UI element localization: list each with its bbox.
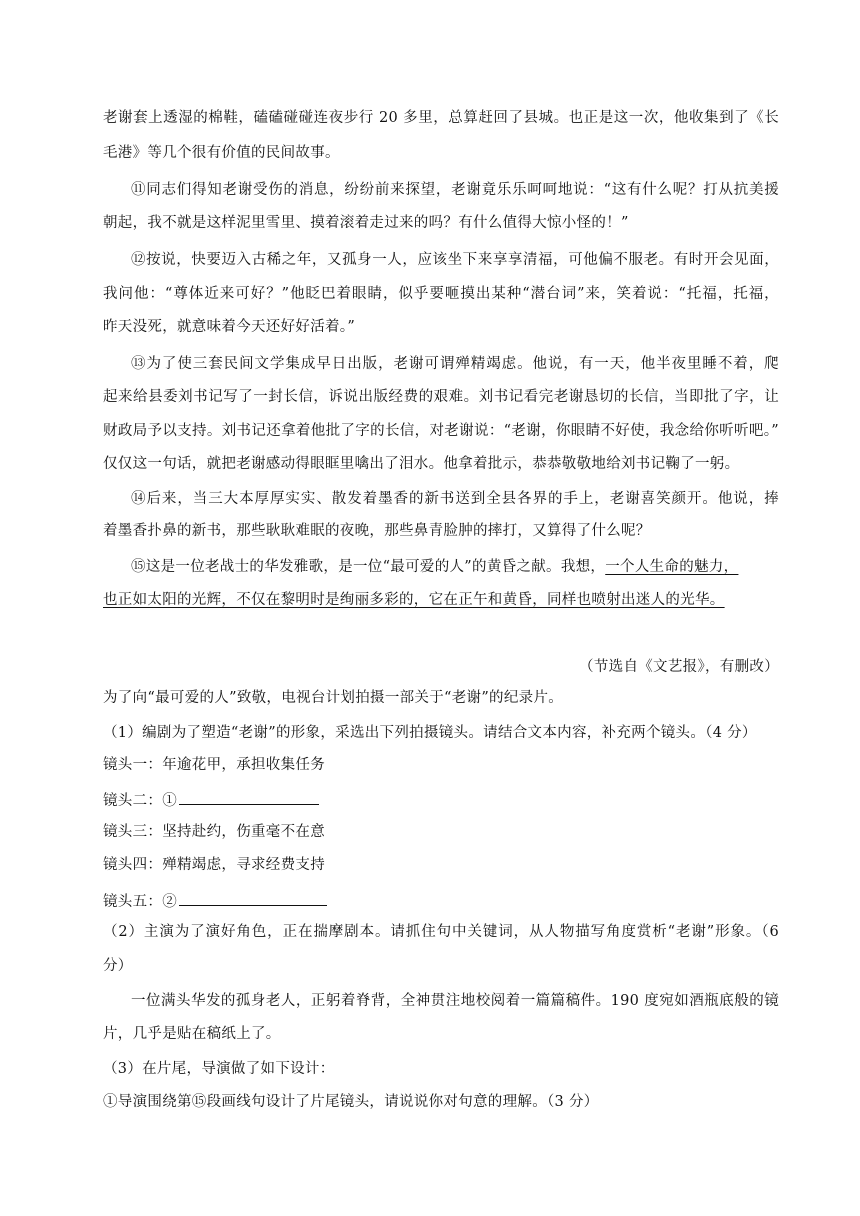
- passage-p15-line-1: [131, 557, 779, 577]
- question-3: （3）在片尾，导演做了如下设计：: [103, 1061, 335, 1077]
- quote-line-1: 一位满头华发的孤身老人，正躬着脊背，全神贯注地校阅着一篇篇稿件。190 度宛如酒瓶底般的镜: [131, 993, 779, 1009]
- passage-p14-line-1: ⑭后来，当三大本厚厚实实、散发着墨香的新书送到全县各界的手上，老谢喜笑颜开。他说，捧: [131, 491, 779, 507]
- passage-p15-plain: ⑮这是一位老战士的华发雅歌，是一位“最可爱的人”的黄昏之献。我想，: [131, 559, 606, 575]
- passage-p13-line-2: 起来给县委刘书记写了一封长信，诉说出版经费的艰难。刘书记看完老谢恳切的长信，当即批了字，让: [103, 389, 779, 405]
- passage-p11-line-2: 朝起，我不就是这样泥里雪里、摸着滚着走过来的吗？有什么值得大惊小怪的！”: [103, 215, 629, 231]
- passage-p13-line-4: 仅仅这一句话，就把老谢感动得眼眶里噙出了泪水。他拿着批示，恭恭敬敬地给刘书记鞠了一躬。: [103, 456, 740, 472]
- shot-1: 镜头一：年逾花甲，承担收集任务: [103, 757, 325, 773]
- question-2-line-2: 分）: [103, 958, 133, 974]
- quote-line-2: 片，几乎是贴在稿纸上了。: [103, 1026, 281, 1042]
- question-1: （1）编剧为了塑造“老谢”的形象，采选出下列拍摄镜头。请结合文本内容，补充两个镜头。（4 分）: [103, 725, 757, 741]
- answer-blank-2[interactable]: [179, 889, 327, 906]
- underlined-sentence-part-1: 一个人生命的魅力，: [605, 559, 739, 575]
- shot-5: [103, 889, 779, 912]
- passage-p13-line-1: ⑬为了使三套民间文学集成早日出版，老谢可谓殚精竭虑。他说，有一天，他半夜里睡不着，爬: [131, 356, 779, 372]
- passage-p10-line-1: 老谢套上透湿的棉鞋，磕磕碰碰连夜步行 20 多里，总算赶回了县城。也正是这一次，他收集到了《长: [103, 110, 779, 126]
- passage-p11-line-1: ⑪同志们得知老谢受伤的消息，纷纷前来探望，老谢竟乐乐呵呵地说：“这有什么呢？打从抗美援: [131, 182, 779, 198]
- answer-blank-1[interactable]: [179, 788, 319, 805]
- source-citation: （节选自《文艺报》，有删改）: [579, 659, 779, 675]
- passage-p13-line-3: 财政局予以支持。刘书记还拿着他批了字的长信，对老谢说：“老谢，你眼睛不好使，我念给你听听吧。”: [103, 423, 779, 439]
- question-3-1: ①导演围绕第⑮段画线句设计了片尾镜头，请说说你对句意的理解。（3 分）: [103, 1094, 599, 1110]
- shot-3: 镜头三：坚持赴约，伤重毫不在意: [103, 824, 325, 840]
- shot-2-label: 镜头二：①: [103, 793, 177, 809]
- passage-p14-line-2: 着墨香扑鼻的新书，那些耿耿难眠的夜晚，那些鼻青脸肿的摔打，又算得了什么呢？: [103, 523, 651, 539]
- underlined-sentence-part-2: 也正如太阳的光辉，不仅在黎明时是绚丽多彩的，它在正午和黄昏，同样也喷射出迷人的光华。: [103, 592, 725, 608]
- shot-5-label: 镜头五：②: [103, 894, 177, 910]
- passage-p12-line-2: 我问他：“尊体近来可好？”他眨巴着眼睛，似乎要咂摸出某种“潜台词”来，笑着说：“托福，托福，: [103, 286, 779, 302]
- question-2-line-1: （2）主演为了演好角色，正在揣摩剧本。请抓住句中关键词，从人物描写角度赏析“老谢”形象。（6: [103, 924, 779, 940]
- passage-p10-line-2: 毛港》等几个很有价值的民间故事。: [103, 145, 340, 161]
- passage-p12-line-1: ⑫按说，快要迈入古稀之年，又孤身一人，应该坐下来享享清福，可他偏不服老。有时开会见面，: [131, 252, 779, 268]
- shot-2: [103, 788, 779, 811]
- question-intro: 为了向“最可爱的人”致敬，电视台计划拍摄一部关于“老谢”的纪录片。: [103, 690, 564, 706]
- passage-p12-line-3: 昨天没死，就意味着今天还好好活着。”: [103, 319, 356, 335]
- shot-4: 镜头四：殚精竭虑，寻求经费支持: [103, 857, 325, 873]
